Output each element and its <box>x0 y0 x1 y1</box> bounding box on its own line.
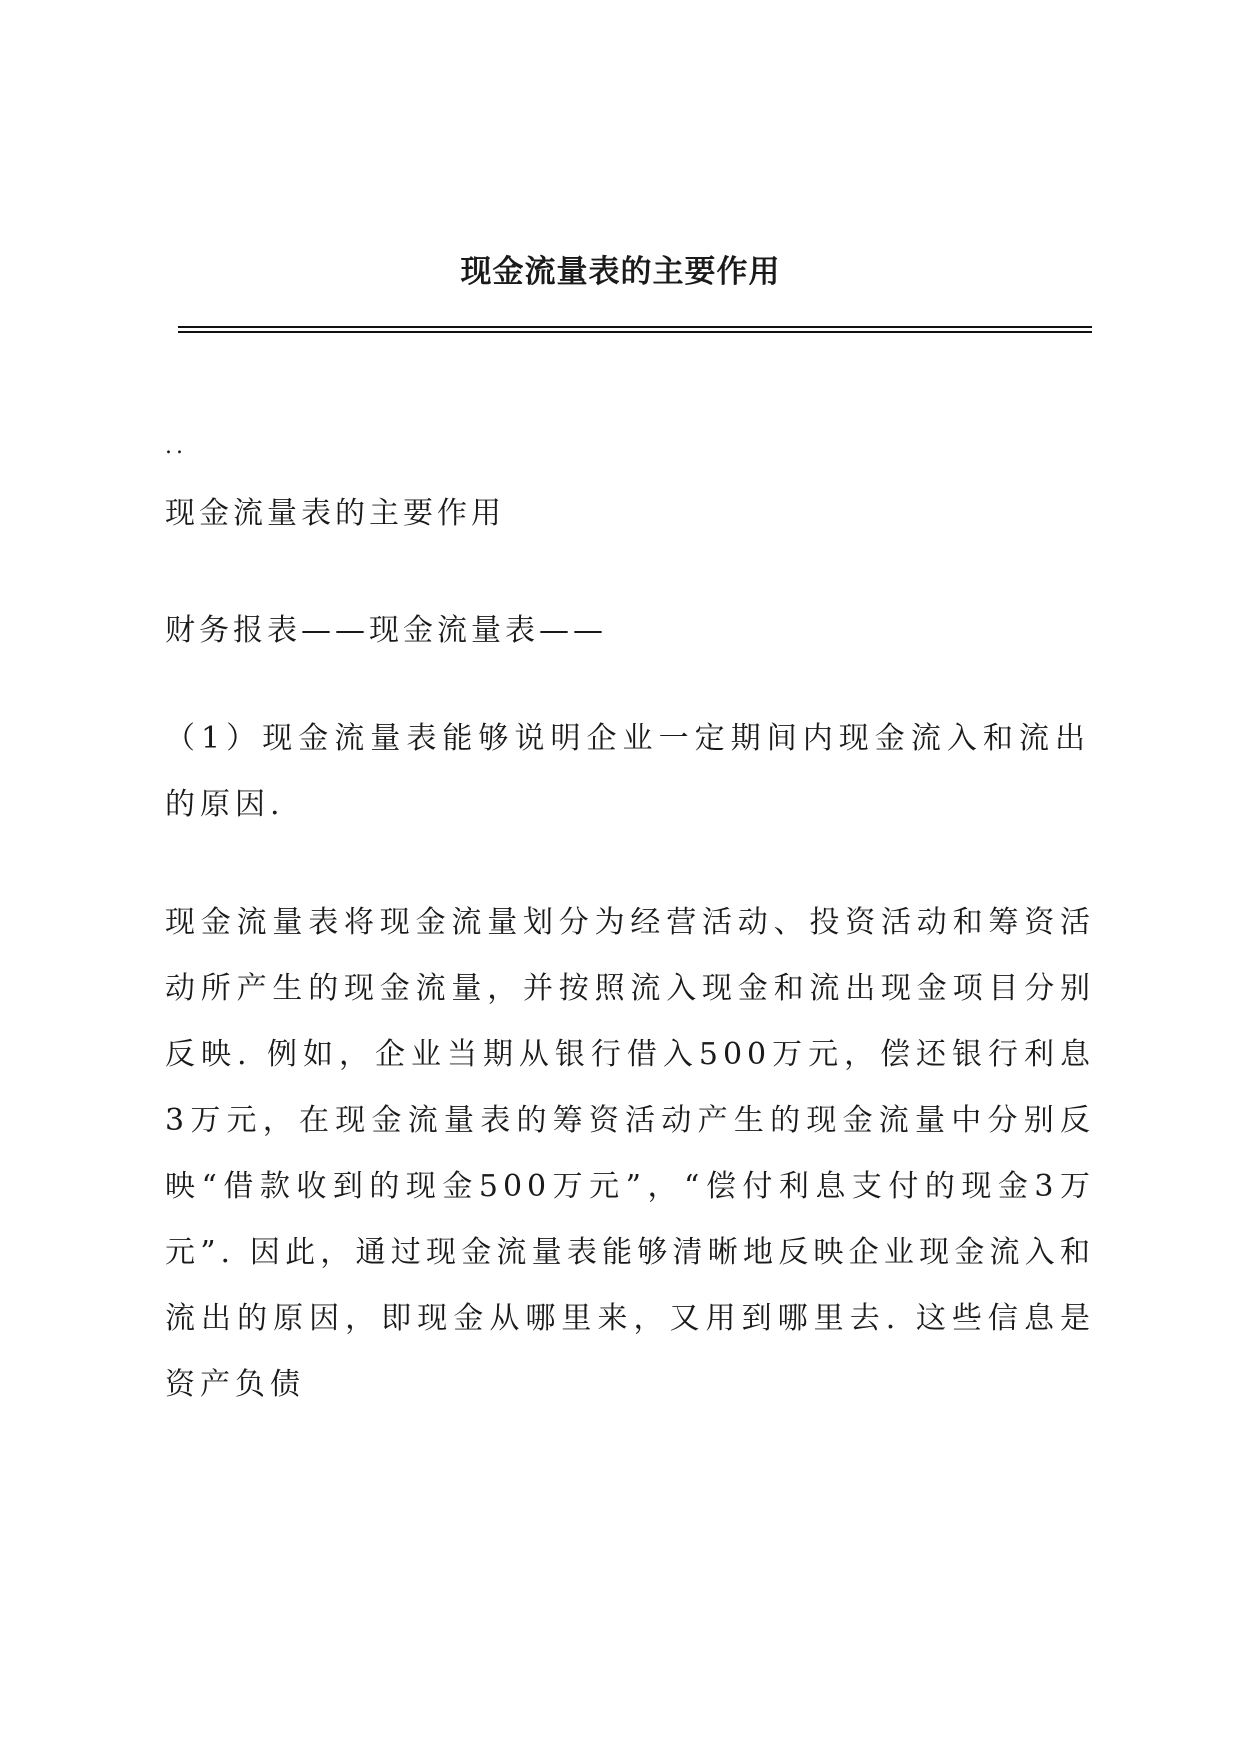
point-1-paragraph: （1）现金流量表能够说明企业一定期间内现金流入和流出的原因. <box>165 721 1090 822</box>
title-divider-bottom <box>178 331 1092 333</box>
category-line: 财务报表——现金流量表—— <box>165 613 607 648</box>
title-divider-top <box>178 326 1092 328</box>
dots-marker: .. <box>165 434 187 459</box>
body-paragraph: 现金流量表将现金流量划分为经营活动、投资活动和筹资活动所产生的现金流量，并按照流入现金和流出现金项目分别反映. 例如，企业当期从银行借入500万元，偿还银行利息3万元，在现金流量表的筹资活动产生的现金流量中分别反映“借款收到的现金500万元”，“偿付利息支付的现金3万元”. 因此，通过现金流量表能够清晰地反映企业现金流入和流出的原因，即现金从哪里来，又用到哪里去. 这些信息是资产负债 <box>165 905 1095 1402</box>
document-title: 现金流量表的主要作用 <box>460 254 781 290</box>
section-subtitle: 现金流量表的主要作用 <box>165 496 505 531</box>
